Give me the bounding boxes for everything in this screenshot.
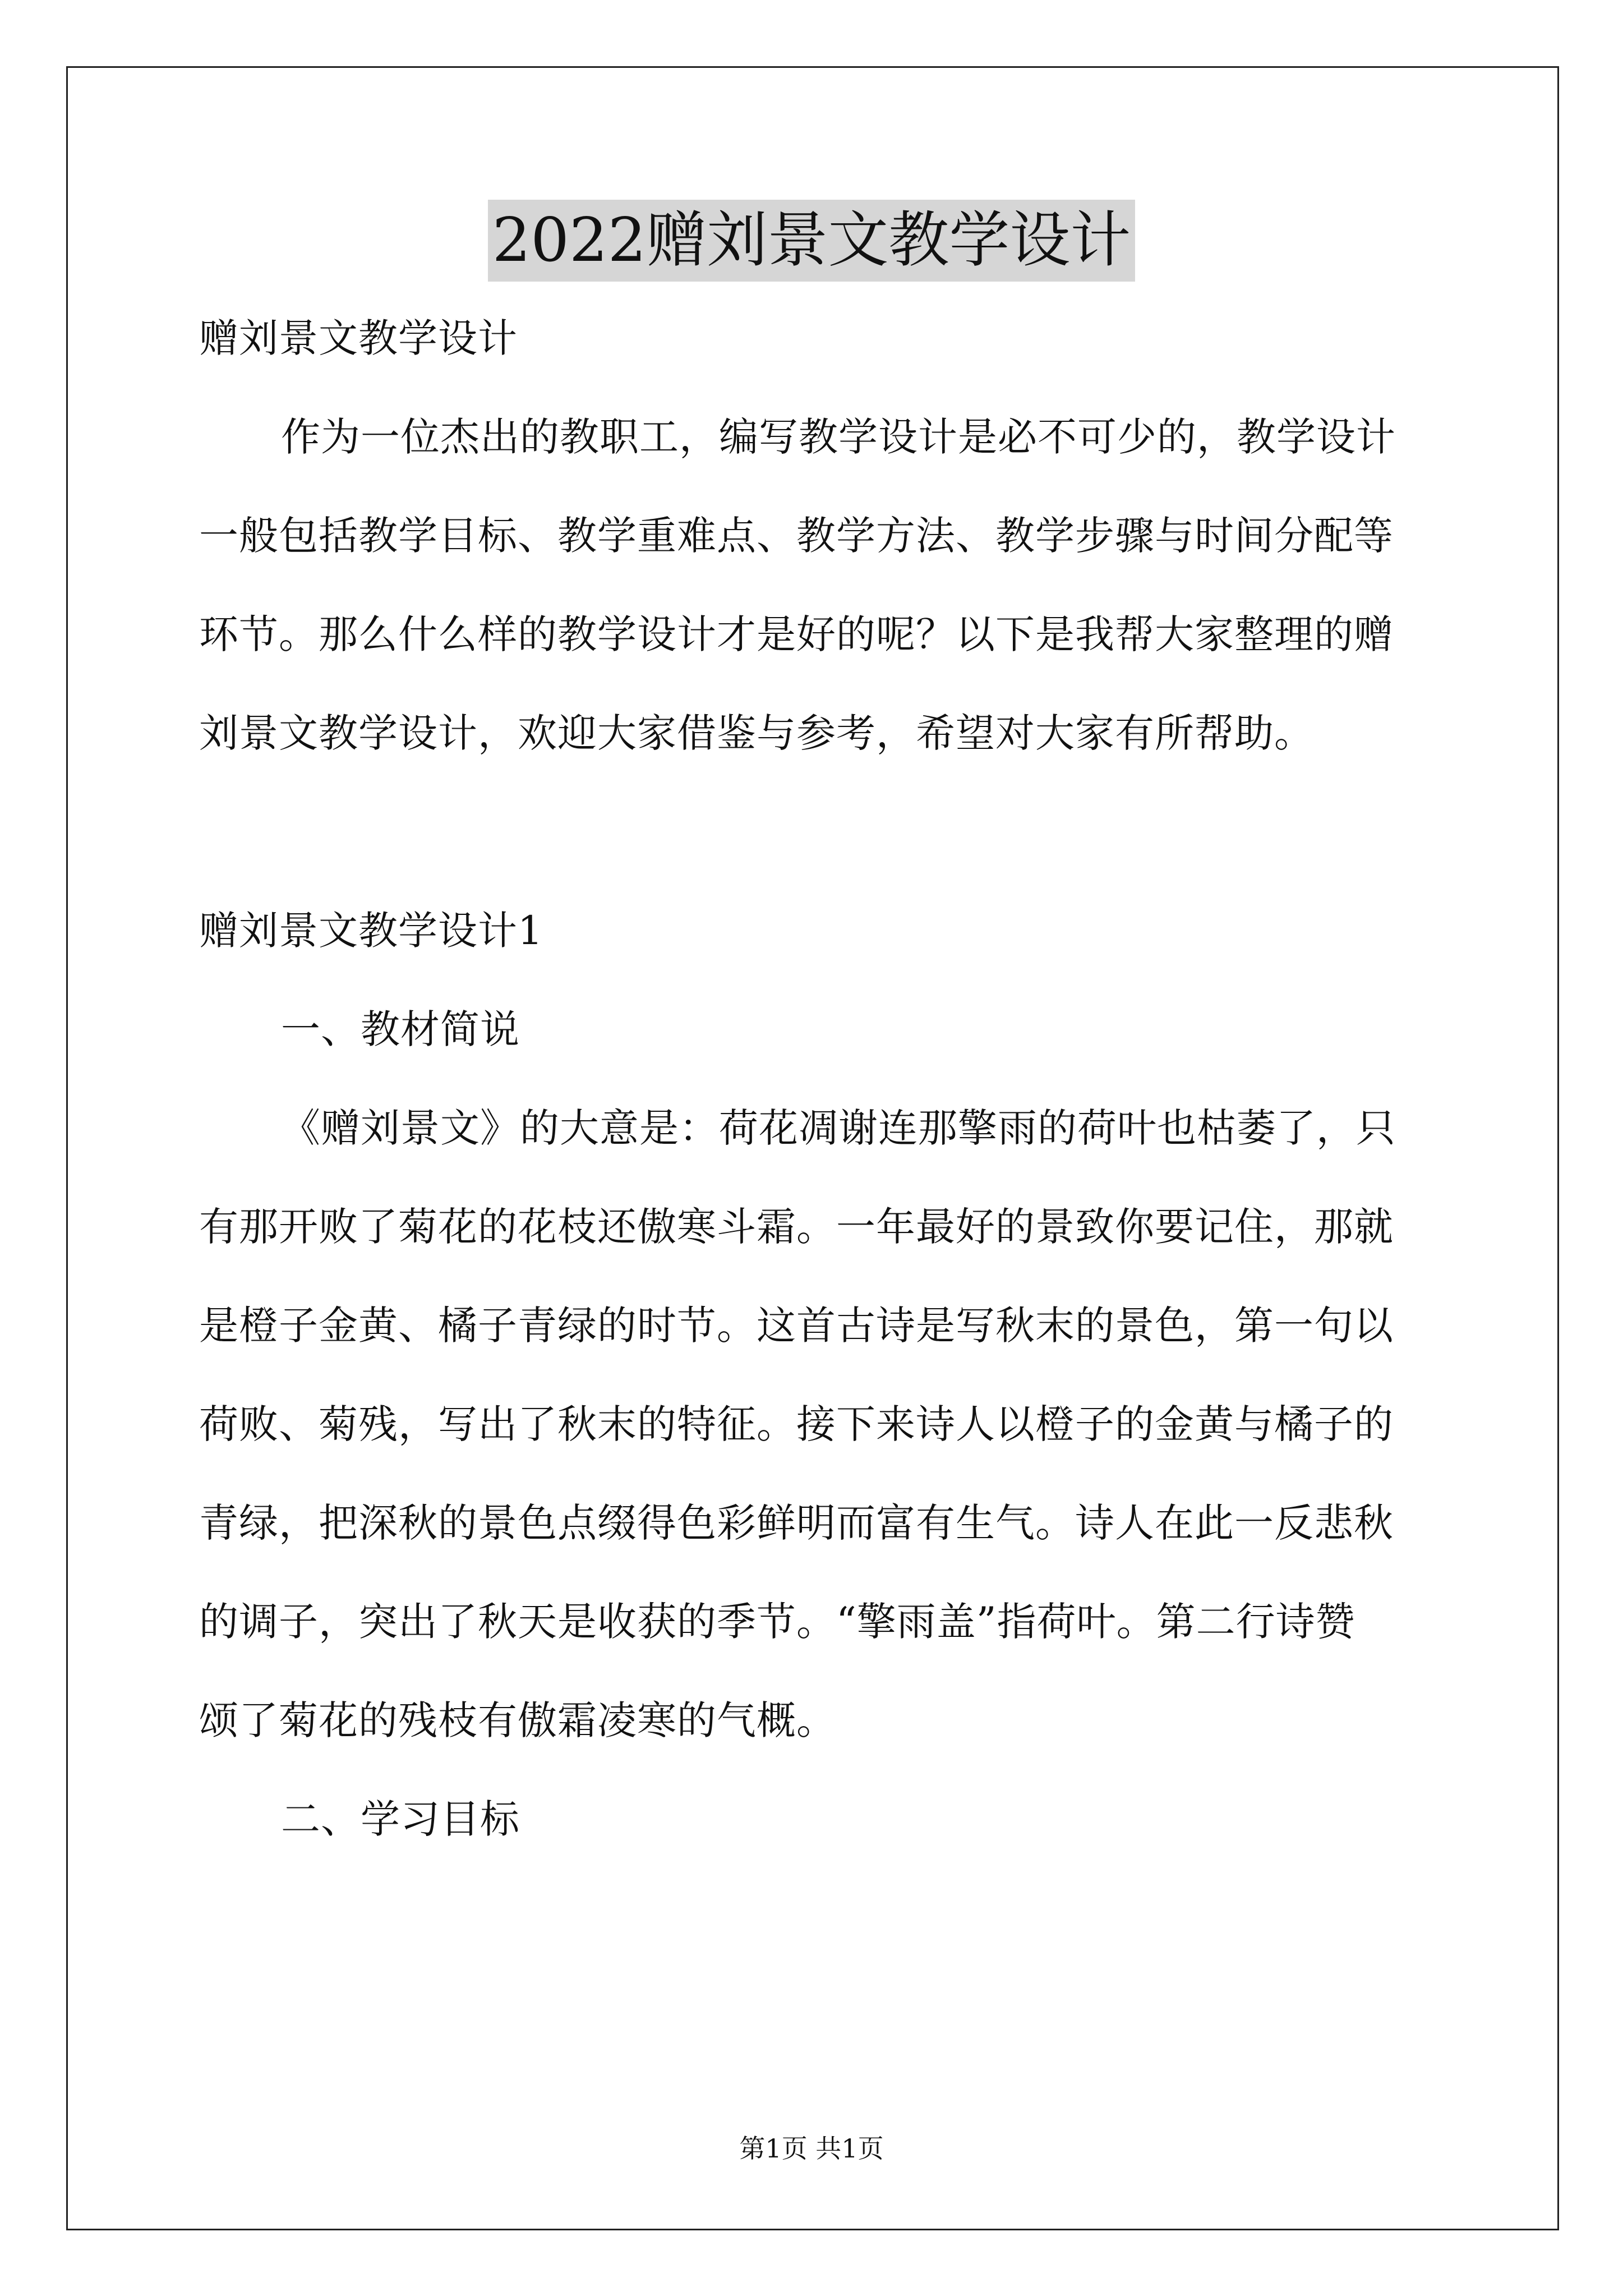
paragraph-line: 《赠刘景文》的大意是：荷花凋谢连那擎雨的荷叶也枯萎了，只 bbox=[281, 1105, 1396, 1151]
page-footer: 第1页 共1页 bbox=[739, 2133, 884, 2164]
paragraph-line: 颂了菊花的残枝有傲霜凌寒的气概。 bbox=[199, 1697, 836, 1743]
subsection-heading: 二、学习目标 bbox=[281, 1796, 520, 1842]
paragraph-line: 荷败、菊残，写出了秋末的特征。接下来诗人以橙子的金黄与橘子的 bbox=[199, 1401, 1394, 1447]
paragraph-line: 青绿，把深秋的景色点缀得色彩鲜明而富有生气。诗人在此一反悲秋 bbox=[199, 1500, 1394, 1546]
document-title: 2022赠刘景文教学设计 bbox=[488, 200, 1136, 282]
paragraph-line: 一般包括教学目标、教学重难点、教学方法、教学步骤与时间分配等 bbox=[199, 513, 1394, 559]
document-body bbox=[199, 307, 1424, 1887]
paragraph-line: 环节。那么什么样的教学设计才是好的呢？以下是我帮大家整理的赠 bbox=[199, 611, 1394, 657]
section-heading: 赠刘景文教学设计 bbox=[199, 315, 518, 361]
title-container bbox=[0, 200, 1623, 282]
paragraph-line: 有那开败了菊花的花枝还傲寒斗霜。一年最好的景致你要记住，那就 bbox=[199, 1204, 1394, 1250]
paragraph-line: 刘景文教学设计，欢迎大家借鉴与参考，希望对大家有所帮助。 bbox=[199, 710, 1314, 756]
subsection-heading: 一、教材简说 bbox=[281, 1006, 520, 1052]
paragraph-line: 的调子，突出了秋天是收获的季节。“擎雨盖”指荷叶。第二行诗赞 bbox=[199, 1599, 1355, 1645]
paragraph-line: 是橙子金黄、橘子青绿的时节。这首古诗是写秋末的景色，第一句以 bbox=[199, 1303, 1394, 1349]
paragraph-spacer bbox=[199, 801, 1424, 900]
paragraph-line: 作为一位杰出的教职工，编写教学设计是必不可少的，教学设计 bbox=[281, 414, 1396, 460]
section-heading: 赠刘景文教学设计1 bbox=[199, 908, 543, 954]
